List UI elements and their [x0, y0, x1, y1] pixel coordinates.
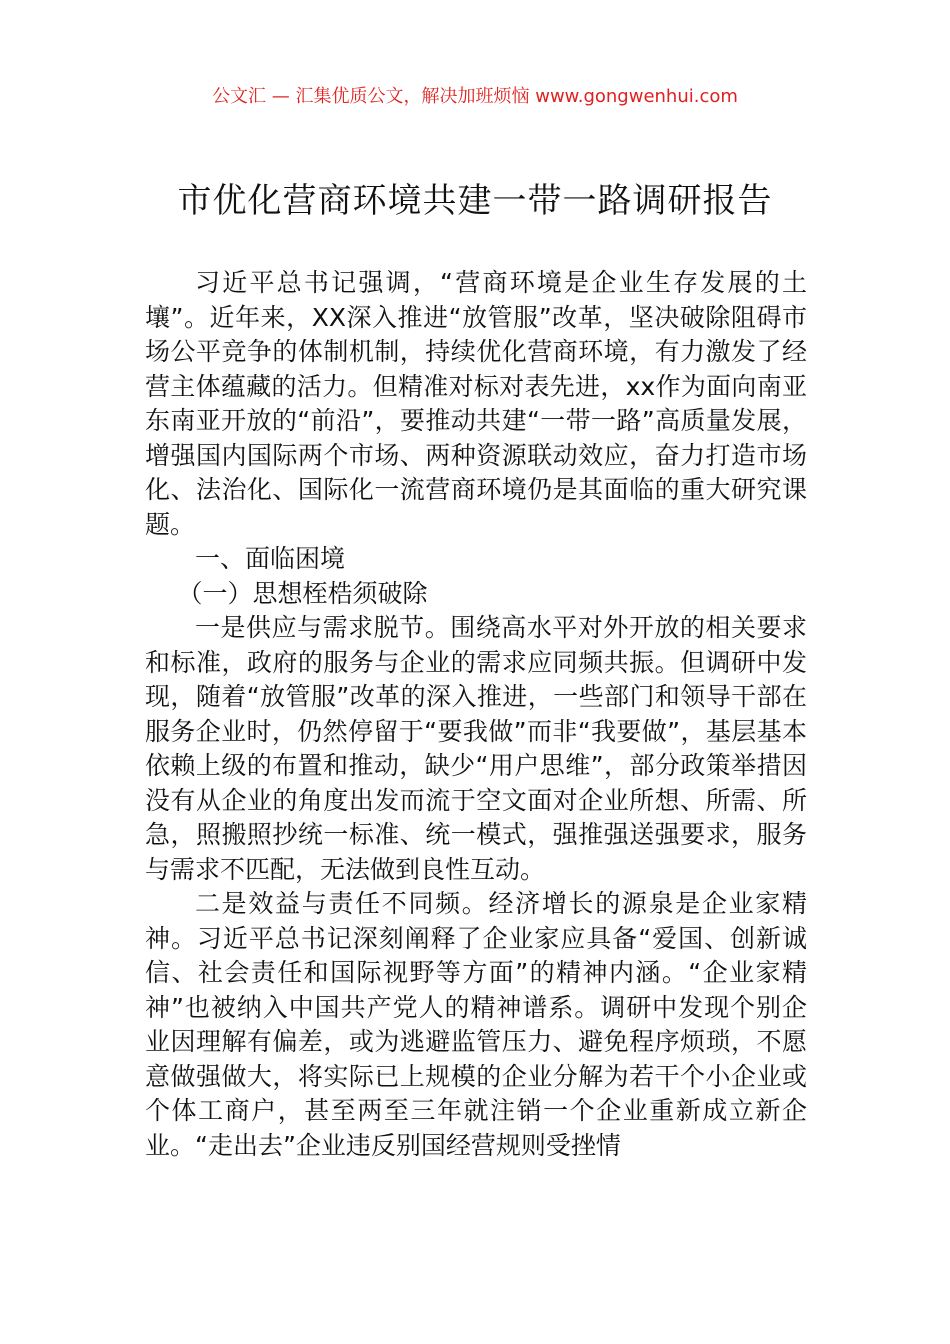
section-heading: 一、面临困境 [195, 544, 346, 573]
intro-paragraph: 习近平总书记强调，“营商环境是企业生存发展的土壤”。近年来，XX深入推进“放管服”改革，坚决破除阻碍市场公平竞争的体制机制，持续优化营商环境，有力激发了经营主体蕴藏的活力。但精准对标对表先进，xx作为面向南亚东南亚开放的“前沿”，要推动共建“一带一路”高质量发展，增强国内国际两个市场、两种资源联动效应，奋力打造市场化、法治化、国际化一流营商环境仍是其面临的重大研究课题。 [145, 268, 807, 539]
site-banner: 公文汇 — 汇集优质公文，解决加班烦恼 www.gongwenhui.com [212, 86, 738, 107]
body-paragraph-2: 二是效益与责任不同频。经济增长的源泉是企业家精神。习近平总书记深刻阐释了企业家应具备“爱国、创新诚信、社会责任和国际视野等方面”的精神内涵。“企业家精神”也被纳入中国共产党人的精神谱系。调研中发现个别企业因理解有偏差，或为逃避监管压力、避免程序烦琐，不愿意做强做大，将实际已上规模的企业分解为若干个小企业或个体工商户，甚至两至三年就注销一个企业重新成立新企业。“走出去”企业违反别国经营规则受挫情 [145, 889, 807, 1160]
body-paragraph-1: 一是供应与需求脱节。围绕高水平对外开放的相关要求和标准，政府的服务与企业的需求应同频共振。但调研中发现，随着“放管服”改革的深入推进，一些部门和领导干部在服务企业时，仍然停留于“要我做”而非“我要做”，基层基本依赖上级的布置和推动，缺少“用户思维”，部分政策举措因没有从企业的角度出发而流于空文面对企业所想、所需、所急，照搬照抄统一标准、统一模式，强推强送强要求，服务与需求不匹配，无法做到良性互动。 [145, 613, 807, 884]
document-title: 市优化营商环境共建一带一路调研报告 [177, 181, 773, 221]
document-body [145, 266, 807, 1163]
subsection-heading: （一）思想桎梏须破除 [177, 578, 428, 608]
